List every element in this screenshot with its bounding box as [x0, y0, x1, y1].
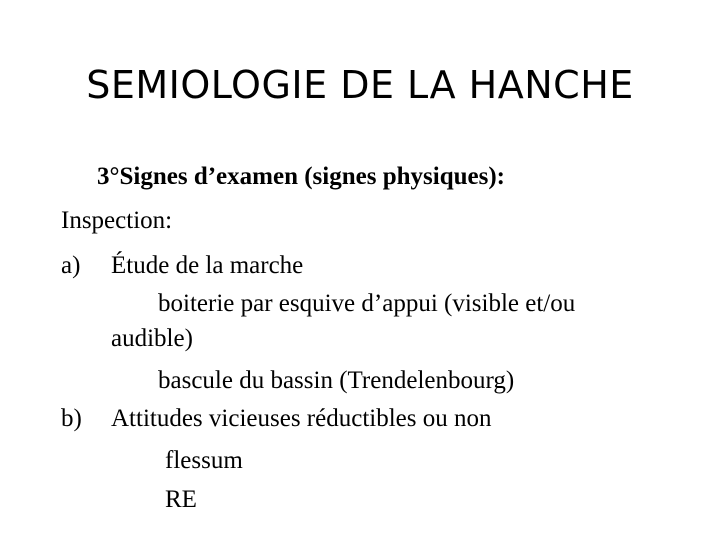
section-subheading: 3°Signes d’examen (signes physiques):: [97, 163, 505, 190]
list-marker-a: a): [61, 252, 81, 279]
item-a-sub1-line2: audible): [111, 325, 193, 352]
list-marker-b: b): [61, 405, 82, 432]
item-b-sub1: flessum: [165, 447, 243, 474]
item-a-sub1-line1: boiterie par esquive d’appui (visible et/ou: [158, 290, 576, 317]
item-a-text: Étude de la marche: [111, 252, 304, 279]
item-b-text: Attitudes vicieuses réductibles ou non: [111, 405, 492, 432]
inspection-label: Inspection:: [61, 207, 173, 234]
slide-title: SEMIOLOGIE DE LA HANCHE: [86, 63, 634, 107]
item-b-sub2: RE: [165, 486, 197, 513]
item-a-sub2: bascule du bassin (Trendelenbourg): [158, 367, 515, 394]
